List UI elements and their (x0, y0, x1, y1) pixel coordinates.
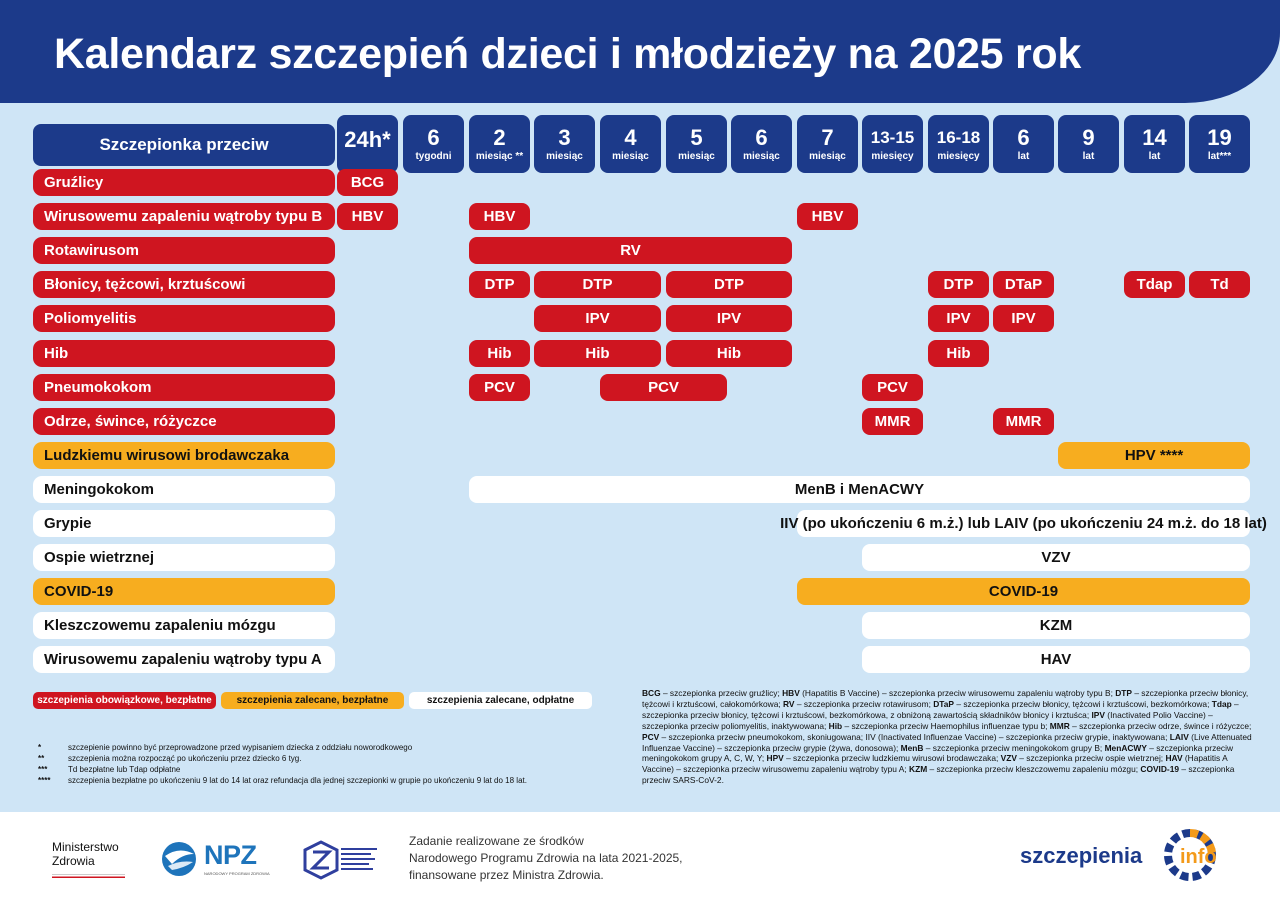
funding-line: finansowane przez Ministra Zdrowia. (409, 868, 604, 882)
age-header-cell (1124, 115, 1185, 173)
glossary-definition: – szczepionka przeciw ludzkiemu wirusowi brodawczaka; (783, 753, 1001, 764)
vaccine-dose-pill: HBV (797, 203, 858, 230)
age-header-unit: tygodni (415, 151, 452, 162)
age-header-cell (993, 115, 1054, 173)
ministry-flag-bar (52, 874, 125, 878)
vaccine-row-label: COVID-19 (33, 578, 335, 605)
vaccine-dose-pill: Hib (469, 340, 530, 367)
nizp-logo (303, 840, 383, 880)
age-header-value: 9 (1082, 125, 1095, 150)
age-header-cell (797, 115, 858, 173)
glossary-definition: (Hapatitis B Vaccine) – szczepionka przeciw wirusowemu zapaleniu wątroby typu B; (799, 688, 1116, 698)
vaccine-row-label: Grypie (33, 510, 335, 537)
age-header-unit: miesiąc (546, 151, 583, 162)
age-header-unit: lat (1082, 151, 1095, 162)
glossary-definition: – szczepionka przeciw Haemophilus influenzae typu b; (842, 720, 1050, 731)
glossary-term: COVID-19 (1140, 764, 1180, 775)
age-header-value: 14 (1142, 125, 1167, 150)
glossary-term: MMR (1049, 720, 1070, 731)
vaccine-row-label: Kleszczowemu zapaleniu mózgu (33, 612, 335, 639)
vaccine-dose-pill: HBV (469, 203, 530, 230)
ministry-logo (52, 840, 119, 868)
header-vaccine-column: Szczepionka przeciw (33, 124, 335, 166)
glossary-term: BCG (642, 688, 661, 698)
age-header-value: 3 (558, 125, 571, 150)
glossary-term: HAV (1165, 753, 1183, 764)
vaccine-dose-pill: VZV (862, 544, 1250, 571)
age-header-cell (731, 115, 792, 173)
glossary-definition: (Live Attenuated Influenzae Vaccine) – szczepionka przeciw grypie (żywa, donosowa); (642, 731, 1252, 753)
age-header-unit: miesięcy (871, 151, 914, 162)
glossary-term: DTP (1115, 688, 1132, 698)
glossary-definition: – szczepionka przeciw ospie wietrznej; (1016, 753, 1166, 764)
glossary-term: LAIV (1169, 731, 1189, 742)
page-title: Kalendarz szczepień dzieci i młodzieży na 2025 rok (54, 30, 1081, 78)
vaccine-dose-pill: RV (469, 237, 792, 264)
npz-logo-subtitle: NARODOWY PROGRAM ZDROWIA (204, 871, 270, 876)
vaccine-dose-pill: PCV (600, 374, 727, 401)
glossary-term: Hib (828, 720, 843, 731)
glossary-definition: – szczepionka przeciw błonicy, tężcowi i krztuścowi, bezkomórkowa, z obniżoną zawartością składników błonicy i krztuśca; (642, 698, 1239, 720)
glossary-definition: – szczepionka przeciw pneumokokom, skoniugowana; IIV (Inactivated Influenzae Vaccine) – szczepionka przeciw grypie, inaktywowana; (659, 731, 1170, 742)
vaccine-row-label: Poliomyelitis (33, 305, 335, 332)
footnote-text: szczepienia bezpłatne po ukończeniu 9 lat do 14 lat oraz refundacja dla jednej szczepionki w grupie po ukończeniu 9 lat do 18 lat. (68, 776, 527, 785)
szczepienia-info-logo-suffix: info (1180, 846, 1217, 868)
age-header-cell (666, 115, 727, 173)
vaccine-dose-pill: DTP (666, 271, 792, 298)
vaccine-row-label: Błonicy, tężcowi, krztuścowi (33, 271, 335, 298)
ministry-logo-line2: Zdrowia (52, 854, 95, 868)
vaccine-row-label: Wirusowemu zapaleniu wątroby typu A (33, 646, 335, 673)
glossary-term: VZV (1000, 753, 1017, 764)
age-header-value: 7 (821, 125, 834, 150)
vaccine-dose-pill: DTP (928, 271, 989, 298)
footnote-mark: * (38, 743, 42, 752)
funding-line: Zadanie realizowane ze środków (409, 834, 584, 848)
footnote (38, 754, 638, 764)
ministry-logo-line1: Ministerstwo (52, 840, 119, 854)
vaccine-dose-pill: BCG (337, 169, 398, 196)
vaccine-row-label: Hib (33, 340, 335, 367)
legend-mandatory: szczepienia obowiązkowe, bezpłatne (33, 692, 216, 709)
glossary-definition: – szczepionka przeciw odrze, śwince i różyczce; (1069, 720, 1252, 731)
age-header-unit: miesiąc (743, 151, 780, 162)
vaccine-dose-pill: COVID-19 (797, 578, 1250, 605)
vaccine-dose-pill: MMR (862, 408, 923, 435)
vaccine-dose-pill: DTP (534, 271, 661, 298)
age-header-unit: lat (1148, 151, 1161, 162)
vaccine-dose-pill: IIV (po ukończeniu 6 m.ż.) lub LAIV (po ukończeniu 24 m.ż. do 18 lat) (797, 510, 1250, 537)
npz-logo-text: NPZ (204, 840, 257, 870)
age-header-value: 4 (624, 125, 637, 150)
vaccine-dose-pill: Td (1189, 271, 1250, 298)
age-header-cell (1189, 115, 1250, 173)
age-header-unit: miesięcy (937, 151, 980, 162)
vaccine-dose-pill: Hib (928, 340, 989, 367)
age-header-unit: miesiąc (809, 151, 846, 162)
age-header-unit: miesiąc ** (475, 151, 524, 162)
vaccine-row-label: Meningokokom (33, 476, 335, 503)
glossary-term: RV (783, 698, 795, 709)
vaccine-row-label: Gruźlicy (33, 169, 335, 196)
footnote-mark: ** (38, 754, 45, 763)
glossary-definition: (Inactivated Polio Vaccine) – szczepionka przeciw poliomyelitis, inaktywowana; (642, 709, 1213, 731)
age-header-cell (469, 115, 530, 173)
vaccine-dose-pill: MMR (993, 408, 1054, 435)
age-header-value: 2 (493, 125, 506, 150)
footnote-text: szczepienia można rozpocząć po ukończeniu przez dziecko 6 tyg. (68, 754, 302, 763)
vaccine-dose-pill: IPV (534, 305, 661, 332)
vaccine-dose-pill: IPV (666, 305, 792, 332)
age-header-cell (534, 115, 595, 173)
vaccine-row-label: Ludzkiemu wirusowi brodawczaka (33, 442, 335, 469)
vaccine-dose-pill: MenB i MenACWY (469, 476, 1250, 503)
age-header-value: 6 (1017, 125, 1030, 150)
glossary-term: HBV (782, 688, 800, 698)
legend-recommended-paid: szczepienia zalecane, odpłatne (409, 692, 592, 709)
glossary-term: Tdap (1211, 698, 1232, 709)
vaccine-row-label: Ospie wietrznej (33, 544, 335, 571)
glossary-definition: – szczepionka przeciw kleszczowemu zapaleniu mózgu; (927, 764, 1141, 775)
glossary-definition: – szczepionka przeciw rotawirusom; (794, 698, 934, 709)
npz-logo (160, 840, 272, 878)
glossary-term: PCV (642, 731, 660, 742)
vaccine-dose-pill: PCV (862, 374, 923, 401)
vaccine-dose-pill: Hib (666, 340, 792, 367)
glossary-term: IPV (1091, 709, 1105, 720)
szczepienia-info-logo: szczepienia (1020, 843, 1143, 868)
age-header-value: 16-18 (936, 128, 981, 147)
age-header-cell (600, 115, 661, 173)
vaccine-dose-pill: DTP (469, 271, 530, 298)
vaccine-dose-pill: KZM (862, 612, 1250, 639)
age-header-cell (862, 115, 923, 173)
glossary-definition: – szczepionka przeciw błonicy, tężcowi i krztuścowi, bezkomórkowa; (954, 698, 1212, 709)
footnote-text: szczepienie powinno być przeprowadzone przed wypisaniem dziecka z oddziału noworodkowego (68, 743, 413, 752)
funding-line: Narodowego Programu Zdrowia na lata 2021-2025, (409, 851, 683, 865)
glossary-definition: (Hapatitis A Vaccine) – szczepionka przeciw wirusowemu zapaleniu wątroby typu A; (642, 753, 1228, 775)
age-header-unit: miesiąc (612, 151, 649, 162)
vaccine-dose-pill: IPV (993, 305, 1054, 332)
vaccine-row-label: Rotawirusom (33, 237, 335, 264)
glossary-definition: – szczepionka przeciw meningokokom grupy B; (923, 742, 1105, 753)
vaccine-row-label: Wirusowemu zapaleniu wątroby typu B (33, 203, 335, 230)
age-header-value: 24h* (344, 127, 391, 152)
footnote-text: Td bezpłatne lub Tdap odpłatne (68, 765, 181, 774)
vaccine-dose-pill: Hib (534, 340, 661, 367)
vaccine-dose-pill: DTaP (993, 271, 1054, 298)
glossary-term: MenACWY (1104, 742, 1147, 753)
footnote-mark: *** (38, 765, 48, 774)
footnote-mark: **** (38, 776, 51, 785)
npz-globe-icon (160, 840, 200, 878)
vaccine-dose-pill: PCV (469, 374, 530, 401)
age-header-cell (1058, 115, 1119, 173)
age-header-value: 13-15 (870, 128, 915, 147)
glossary-term: DTaP (933, 698, 955, 709)
vaccine-dose-pill: IPV (928, 305, 989, 332)
glossary-definition: – szczepionka przeciw gruźlicy; (660, 688, 783, 698)
age-header-unit: lat*** (1207, 151, 1232, 162)
glossary-definition: – szczepionka przeciw błonicy, tężcowi i krztuścowi, całokomórkowa; (642, 688, 1249, 709)
age-header-value: 6 (755, 125, 768, 150)
footnote (38, 765, 638, 775)
age-header-value: 6 (427, 125, 440, 150)
funding-note (409, 833, 683, 884)
vaccine-dose-pill: Tdap (1124, 271, 1185, 298)
vaccine-dose-pill: HAV (862, 646, 1250, 673)
title-banner (0, 0, 1280, 103)
vaccine-dose-pill: HBV (337, 203, 398, 230)
age-header-cell (403, 115, 464, 173)
vaccine-row-label: Pneumokokom (33, 374, 335, 401)
glossary-term: HPV (766, 753, 784, 764)
legend-recommended-free: szczepienia zalecane, bezpłatne (221, 692, 404, 709)
glossary-term: KZM (909, 764, 928, 775)
age-header-value: 5 (690, 125, 703, 150)
footnote (38, 776, 638, 786)
age-header-unit: lat (1017, 151, 1030, 162)
footnote (38, 743, 638, 753)
footer (0, 812, 1280, 898)
age-header-value: 19 (1207, 125, 1232, 150)
vaccine-dose-pill: HPV **** (1058, 442, 1250, 469)
glossary-term: MenB (900, 742, 924, 753)
age-header-unit: miesiąc (678, 151, 715, 162)
glossary-definition: – szczepionka przeciw meningokokom grupy A, C, W, Y; (642, 742, 1234, 764)
age-header-cell (337, 115, 398, 173)
age-header-cell (928, 115, 989, 173)
vaccine-row-label: Odrze, śwince, różyczce (33, 408, 335, 435)
abbreviations-glossary (642, 688, 1254, 786)
glossary-definition: – szczepionka przeciw SARS-CoV-2. (642, 764, 1235, 786)
